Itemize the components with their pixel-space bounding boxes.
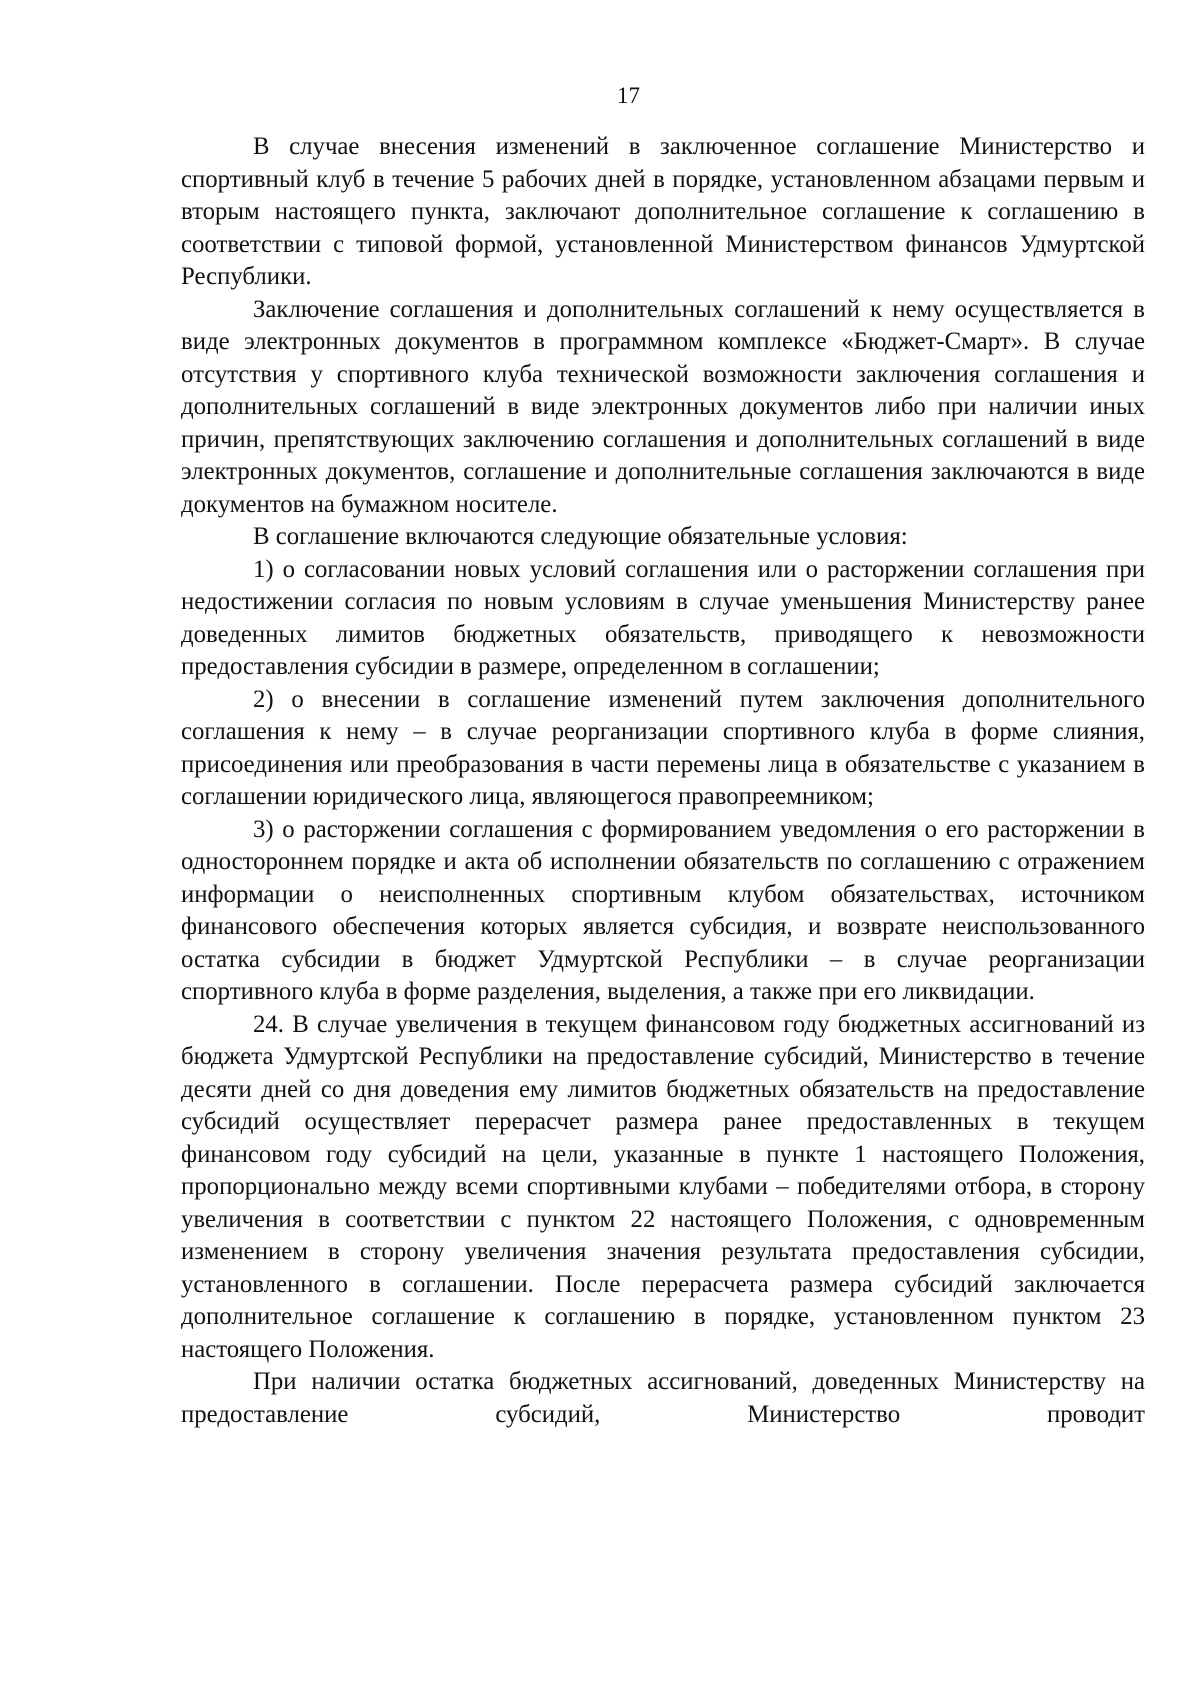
paragraph-clause-24: 24. В случае увеличения в текущем финансовом году бюджетных ассигнований из бюджета Удмуртской Республики на предоставление субсидий, Министерство в течение десяти дней со дня доведения ему лимитов бюджетных обязательств на предоставление субсидий осуществляет перерасчет размера ранее предоставленных в текущем финансовом году субсидий на цели, указанные в пункте 1 настоящего Положения, пропорционально между всеми спортивными клубами – победителями отбора, в сторону увеличения в соответствии с пунктом 22 настоящего Положения, с одновременным изменением в сторону увеличения значения результата предоставления субсидии, установленного в соглашении. После перерасчета размера субсидий заключается дополнительное соглашение к соглашению в порядке, установленном пунктом 23 настоящего Положения.	[181, 1010, 1145, 1363]
paragraph-remaining-allocations: При наличии остатка бюджетных ассигнований, доведенных Министерству на предоставление субсидий, Министерство проводит	[181, 1368, 1145, 1428]
document-body	[181, 131, 1145, 1431]
page-number: 17	[617, 83, 640, 108]
paragraph-electronic-signing: Заключение соглашения и дополнительных соглашений к нему осуществляется в виде электронных документов в программном комплексе «Бюджет-Смарт». В случае отсутствия у спортивного клуба технической возможности заключения соглашения и дополнительных соглашений в виде электронных документов либо при наличии иных причин, препятствующих заключению соглашения и дополнительных соглашений в виде электронных документов, соглашение и дополнительные соглашения заключаются в виде документов на бумажном носителе.	[181, 295, 1145, 518]
paragraph-condition-3: 3) о расторжении соглашения с формированием уведомления о его расторжении в одностороннем порядке и акта об исполнении обязательств по соглашению с отражением информации о неисполненных спортивным клубом обязательствах, источником финансового обеспечения которых является субсидия, и возврате неиспользованного остатка субсидии в бюджет Удмуртской Республики – в случае реорганизации спортивного клуба в форме разделения, выделения, а также при его ликвидации.	[181, 815, 1145, 1005]
paragraph-mandatory-conditions-intro: В соглашение включаются следующие обязательные условия:	[253, 523, 908, 550]
paragraph-condition-2: 2) о внесении в соглашение изменений путем заключения дополнительного соглашения к нему – в случае реорганизации спортивного клуба в форме слияния, присоединения или преобразования в части перемены лица в обязательстве с указанием в соглашении юридического лица, являющегося правопреемником;	[181, 685, 1145, 810]
paragraph-condition-1: 1) о согласовании новых условий соглашения или о расторжении соглашения при недостижении согласия по новым условиям в случае уменьшения Министерству ранее доведенных лимитов бюджетных обязательств, приводящего к невозможности предоставления субсидии в размере, определенном в соглашении;	[181, 555, 1145, 680]
paragraph-amendment-procedure: В случае внесения изменений в заключенное соглашение Министерство и спортивный клуб в течение 5 рабочих дней в порядке, установленном абзацами первым и вторым настоящего пункта, заключают дополнительное соглашение к соглашению в соответствии с типовой формой, установленной Министерством финансов Удмуртской Республики.	[181, 133, 1145, 290]
